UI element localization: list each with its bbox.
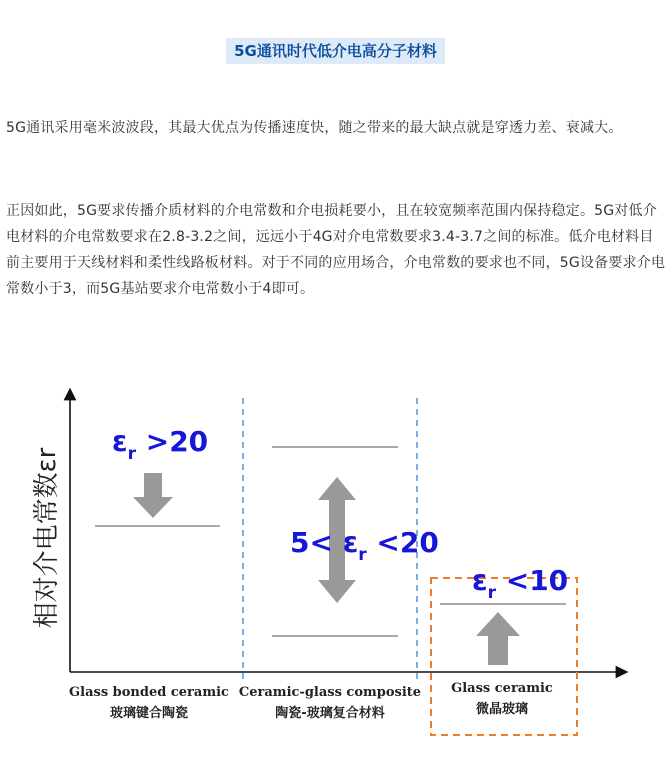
category-zh-glass-bonded-ceramic: 玻璃键合陶瓷 bbox=[109, 706, 189, 721]
y-axis-label: 相对介电常数εr bbox=[32, 447, 62, 629]
article-title-wrap bbox=[0, 38, 671, 64]
detail-paragraph: 正因如此，5G要求传播介质材料的介电常数和介电损耗要小，且在较宽频率范围内保持稳定。5G对低介电材料的介电常数要求在2.8-3.2之间，远远小于4G对介电常数要求3.4-3.7之间的标准。低介电材料目前主要用于天线材料和柔性线路板材料。对于不同的应用场合，介电常数的要求也不同，5G设备要求介电常数小于3，而5G基站要求介电常数小于4即可。 bbox=[6, 203, 666, 297]
category-zh-ceramic-glass-composite: 陶瓷-玻璃复合材料 bbox=[275, 706, 385, 721]
down-arrow-icon bbox=[133, 473, 173, 518]
range-label-glass-bonded-ceramic: $\varepsilon_r >20$ bbox=[112, 425, 209, 464]
up-arrow-icon bbox=[476, 612, 520, 665]
category-en-glass-bonded-ceramic: Glass bonded ceramic bbox=[69, 685, 229, 700]
intro-paragraph: 5G通讯采用毫米波波段，其最大优点为传播速度快，随之带来的最大缺点就是穿透力差、衰减大。 bbox=[6, 120, 623, 136]
range-label-ceramic-glass-composite: $5< \varepsilon_r <20$ bbox=[290, 526, 439, 565]
category-en-ceramic-glass-composite: Ceramic-glass composite bbox=[238, 685, 422, 700]
dielectric-constant-diagram bbox=[0, 380, 671, 771]
range-label-glass-ceramic: $\varepsilon_r <10$ bbox=[472, 564, 569, 603]
article-title: 5G通讯时代低介电高分子材料 bbox=[226, 38, 445, 64]
category-en-glass-ceramic: Glass ceramic bbox=[451, 681, 553, 696]
category-zh-glass-ceramic: 微晶玻璃 bbox=[475, 702, 529, 717]
